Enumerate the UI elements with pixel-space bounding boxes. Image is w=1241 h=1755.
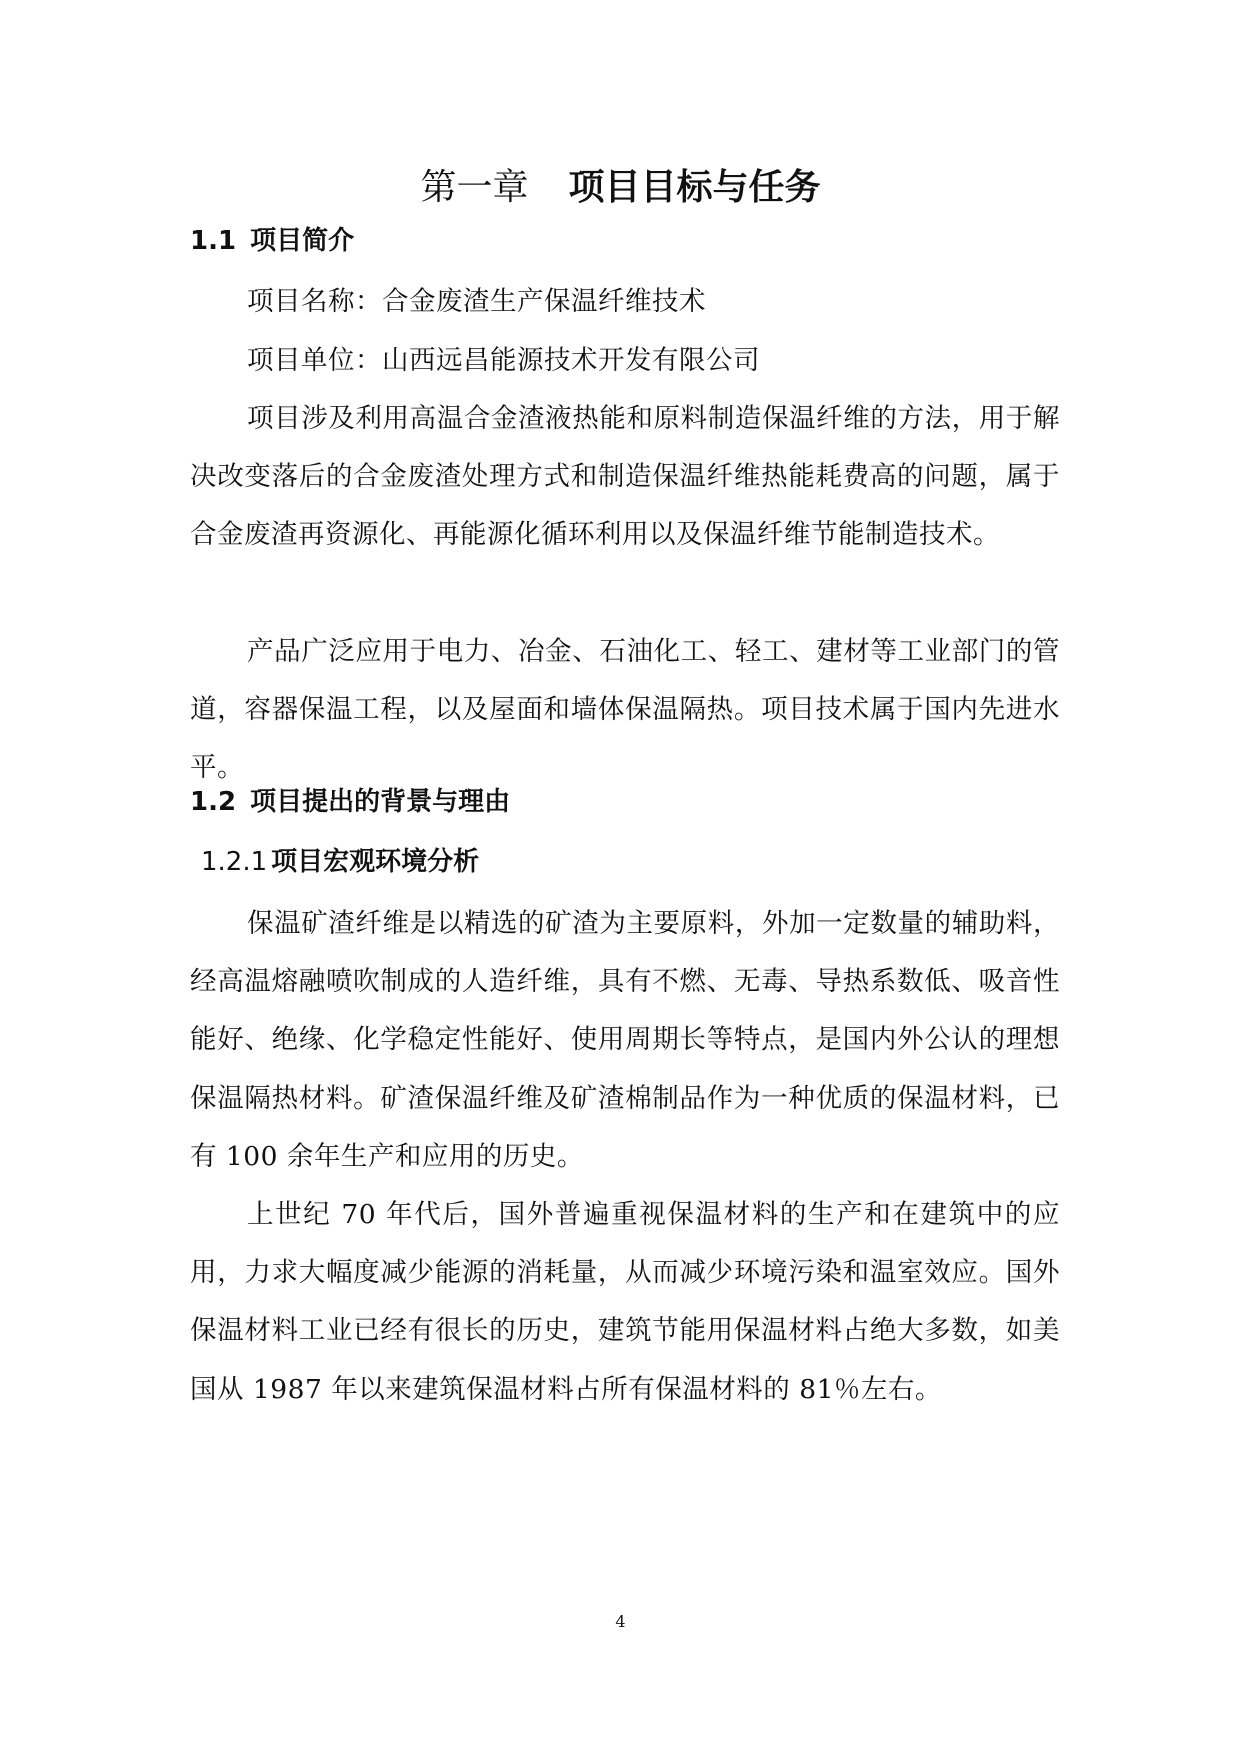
section-number: 1.1: [190, 226, 237, 256]
section-number: 1.2: [190, 787, 237, 817]
section-heading-1-1: [190, 221, 354, 261]
section-heading-1-2: [190, 782, 510, 822]
page-number: 4: [615, 1612, 626, 1631]
chapter-title: [0, 160, 1241, 216]
chapter-number: 第一章: [420, 167, 529, 208]
chapter-name: 项目目标与任务: [568, 167, 821, 208]
body-paragraph: 项目涉及利用高温合金渣液热能和原料制造保温纤维的方法，用于解决改变落后的合金废渣处理方式和制造保温纤维热能耗费高的问题，属于合金废渣再资源化、再能源化循环利用以及保温纤维节能制造技术。: [190, 403, 1060, 551]
body-paragraph: 上世纪 70 年代后，国外普遍重视保温材料的生产和在建筑中的应用，力求大幅度减少能源的消耗量，从而减少环境污染和温室效应。国外保温材料工业已经有很长的历史，建筑节能用保温材料占绝大多数，如美国从 1987 年以来建筑保温材料占所有保温材料的 81％左右。: [190, 1199, 1060, 1405]
body-paragraph: 保温矿渣纤维是以精选的矿渣为主要原料，外加一定数量的辅助料，经高温熔融喷吹制成的人造纤维，具有不燃、无毒、导热系数低、吸音性能好、绝缘、化学稳定性能好、使用周期长等特点，是国内外公认的理想保温隔热材料。矿渣保温纤维及矿渣棉制品作为一种优质的保温材料，已有 100 余年生产和应用的历史。: [190, 908, 1060, 1172]
project-name-line: 项目名称：合金废渣生产保温纤维技术: [247, 286, 706, 317]
subsection-number: 1.2.1: [201, 847, 268, 877]
body-paragraph: 产品广泛应用于电力、冶金、石油化工、轻工、建材等工业部门的管道，容器保温工程，以及屋面和墙体保温隔热。项目技术属于国内先进水平。: [190, 636, 1060, 784]
section-title: 项目提出的背景与理由: [250, 787, 511, 817]
project-unit-line: 项目单位：山西远昌能源技术开发有限公司: [247, 345, 760, 376]
subsection-heading-1-2-1: [201, 842, 479, 882]
section-title: 项目简介: [250, 226, 355, 256]
subsection-title: 项目宏观环境分析: [271, 847, 480, 877]
